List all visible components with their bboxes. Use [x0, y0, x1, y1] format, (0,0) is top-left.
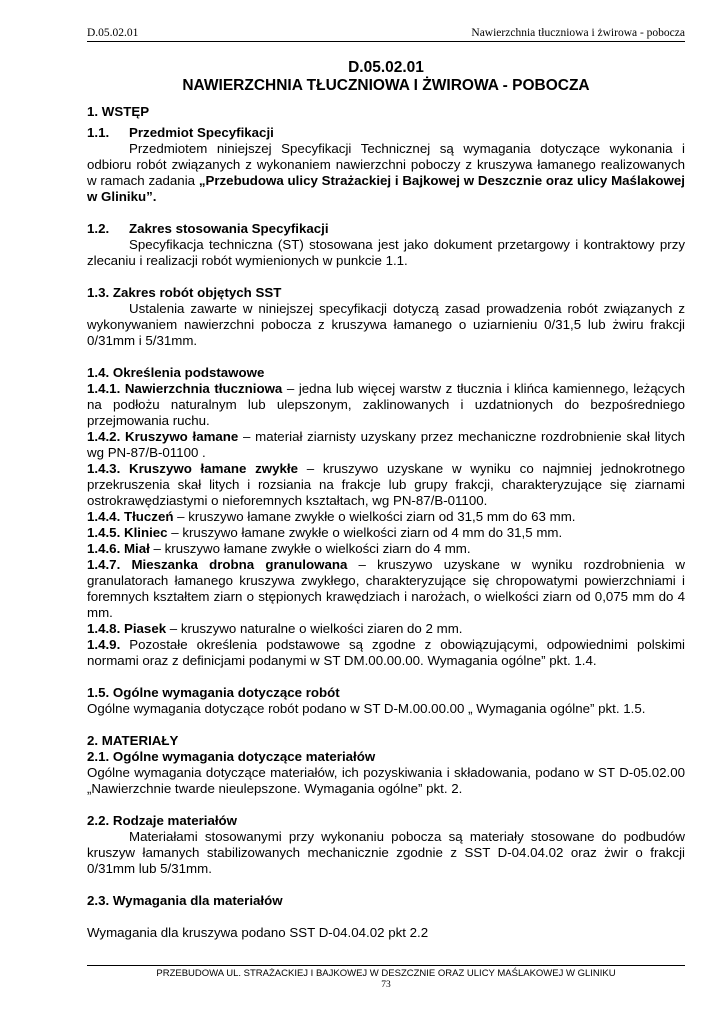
- section-2-heading: 2. MATERIAŁY: [87, 733, 179, 748]
- section-2-1-heading: 2.1. Ogólne wymagania dotyczące materiałów: [87, 749, 376, 764]
- definition-1-4-8: 1.4.8. Piasek – kruszywo naturalne o wielkości ziaren do 2 mm.: [87, 621, 463, 636]
- section-1-3-heading: 1.3. Zakres robót objętych SST: [87, 285, 282, 300]
- document-title: [87, 59, 685, 94]
- page-number: 73: [381, 980, 391, 990]
- title-code: D.05.02.01: [348, 59, 424, 76]
- section-1-4-heading: 1.4. Określenia podstawowe: [87, 365, 265, 380]
- section-1-3-text: Ustalenia zawarte w niniejszej specyfikacji dotyczą zasad prowadzenia robót związanych z wykonywaniem nawierzchni pobocza z kruszywa łamanego o uziarnieniu 0/31,5 lub żwiru frakcji 0/31mm i 5/31mm.: [87, 301, 685, 348]
- page-footer: [87, 965, 685, 991]
- definition-1-4-4: 1.4.4. Tłuczeń – kruszywo łamane zwykłe o wielkości ziarn od 31,5 mm do 63 mm.: [87, 509, 576, 524]
- document-body: [87, 59, 685, 941]
- section-1-5-text: Ogólne wymagania dotyczące robót podano w ST D-M.00.00.00 „ Wymagania ogólne” pkt. 1.5.: [87, 701, 646, 716]
- definition-1-4-9: 1.4.9. Pozostałe określenia podstawowe są zgodne z obowiązującymi, odpowiednimi polskimi normami oraz z definicjami podanymi w ST DM.00.00.00. Wymagania ogólne” pkt. 1.4.: [87, 637, 685, 668]
- section-2-2-text: Materiałami stosowanymi przy wykonaniu pobocza są materiały stosowane do podbudów kruszyw łamanych stabilizowanych mechanicznie zgodnie z SST D-04.04.02 oraz żwir o frakcji 0/31mm lub 5/31mm.: [87, 829, 685, 876]
- section-1-2-text: Specyfikacja techniczna (ST) stosowana jest jako dokument przetargowy i kontraktowy przy zlecaniu i realizacji robót wymienionych w punkcie 1.1.: [87, 237, 685, 268]
- footer-project-title: PRZEBUDOWA UL. STRAŻACKIEJ I BAJKOWEJ W DESZCZNIE ORAZ ULICY MAŚLAKOWEJ W GLINIKU: [156, 968, 616, 979]
- definition-1-4-7: 1.4.7. Mieszanka drobna granulowana – kruszywo uzyskane w wyniku rozdrobnienia w granulatorach łamanego kruszywa zwykłego, charakteryzujące się chropowatymi powierzchniami i foremnych kształtem ziarn o stępionych krawędziach i narożach, o wielkości ziarn od 0,075 mm do 4 mm.: [87, 557, 685, 620]
- definition-1-4-6: 1.4.6. Miał – kruszywo łamane zwykłe o wielkości ziarn do 4 mm.: [87, 541, 471, 556]
- definition-1-4-1: 1.4.1. Nawierzchnia tłuczniowa – jedna lub więcej warstw z tłucznia i klińca kamiennego, leżących na podłożu naturalnym lub ulepszonym, zaklinowanych i uzdatnionych do bezpośredniego przejmowania ruchu.: [87, 381, 685, 428]
- definition-1-4-3: 1.4.3. Kruszywo łamane zwykłe – kruszywo uzyskane w wyniku co najmniej jednokrotnego przekruszenia skał litych i rozsiania na frakcje lub grupy frakcji, charakteryzujące się ziarnami ostrokrawędziastymi o nieforemnych kształtach, wg PN-87/B-01100.: [87, 461, 685, 508]
- definition-1-4-5: 1.4.5. Kliniec – kruszywo łamane zwykłe o wielkości ziarn od 4 mm do 31,5 mm.: [87, 525, 563, 540]
- section-2-3-heading: 2.3. Wymagania dla materiałów: [87, 893, 283, 908]
- header-doc-title: Nawierzchnia tłuczniowa i żwirowa - pobocza: [471, 27, 685, 39]
- header-doc-code: D.05.02.01: [87, 27, 139, 39]
- section-2-1-text: Ogólne wymagania dotyczące materiałów, ich pozyskiwania i składowania, podano w ST D-05.02.00 „Nawierzchnie twarde nieulepszone. Wymagania ogólne” pkt. 2.: [87, 765, 685, 796]
- section-1-1-heading: 1.1. Przedmiot Specyfikacji: [87, 125, 274, 140]
- title-name: NAWIERZCHNIA TŁUCZNIOWA I ŻWIROWA - POBOCZA: [182, 76, 590, 94]
- definition-1-4-2: 1.4.2. Kruszywo łamane – materiał ziarnisty uzyskany przez mechaniczne rozdrobnienie skał litych wg PN-87/B-01100 .: [87, 429, 685, 460]
- section-1-heading: 1. WSTĘP: [87, 104, 150, 119]
- section-1-5-heading: 1.5. Ogólne wymagania dotyczące robót: [87, 685, 340, 700]
- section-1-1-text: Przedmiotem niniejszej Specyfikacji Technicznej są wymagania dotyczące wykonania i odbioru robót związanych z wykonaniem nawierzchni poboczy z kruszywa łamanego realizowanych w ramach zadania „Przebudowa ulicy Strażackiej i Bajkowej w Deszcznie oraz ulicy Maślakowej w Gliniku”.: [87, 141, 685, 204]
- section-2-2-heading: 2.2. Rodzaje materiałów: [87, 813, 238, 828]
- section-1-2-heading: 1.2. Zakres stosowania Specyfikacji: [87, 221, 329, 236]
- page-header: [87, 27, 685, 42]
- section-2-3-text: Wymagania dla kruszywa podano SST D-04.04.02 pkt 2.2: [87, 925, 429, 940]
